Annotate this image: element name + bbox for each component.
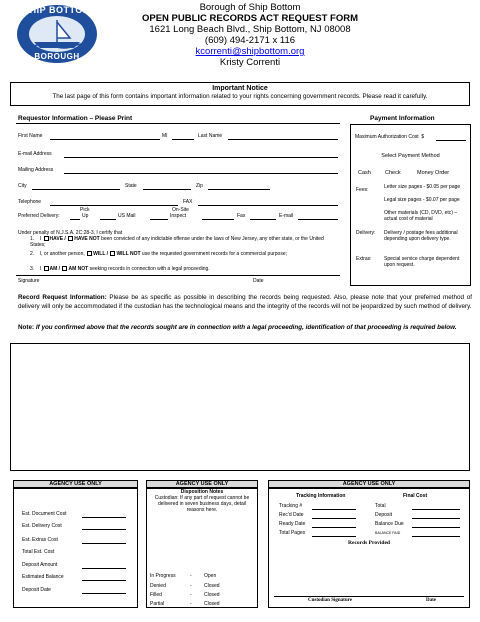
max-auth-label: Maximum Authorization Cost $ [355, 134, 425, 140]
fax-field[interactable] [198, 205, 338, 206]
usmail-label: US Mail [118, 213, 136, 219]
cert-1: 1. I HAVE / HAVE NOT been convicted of any indictable offense under the laws of New Jersey, any other state, or the United States; [30, 236, 324, 248]
status-dash: - [190, 601, 192, 607]
pickup-option[interactable] [70, 219, 80, 220]
onsite-label: On-Site [172, 207, 189, 213]
will-not-checkbox[interactable] [110, 251, 115, 256]
final-cost-field[interactable] [412, 509, 460, 510]
tracking-field[interactable] [312, 527, 356, 528]
fax-delivery-label: Fax [237, 213, 246, 219]
record-request-note: Note: If you confirmed above that the records sought are in connection with a legal proceeding, identification of that proceeding is required below. [18, 324, 457, 331]
am-checkbox[interactable] [44, 266, 49, 271]
agency-cost-field[interactable] [82, 593, 126, 594]
agency-cost-field[interactable] [82, 517, 126, 518]
check-option[interactable]: Check [385, 170, 401, 176]
tracking-label: Ready Date [279, 521, 306, 527]
form-title: OPEN PUBLIC RECORDS ACT REQUEST FORM [141, 13, 359, 24]
email-link[interactable]: kcorrenti@shipbottom.org [195, 46, 305, 57]
records-provided-label: Records Provided [348, 540, 390, 546]
email-delivery-field[interactable] [298, 219, 338, 220]
notice-text: The last page of this form contains important information related to your rights concerning government records. Please read it carefully. [52, 93, 428, 100]
notice-title: Important Notice [212, 85, 268, 92]
final-cost-field[interactable] [412, 527, 460, 528]
agency-bar-1: AGENCY USE ONLY [13, 480, 138, 488]
preferred-delivery-label: Preferred Delivery: [18, 213, 60, 219]
custodian-signature-label: Custodian Signature [308, 598, 352, 603]
important-notice-box [10, 82, 470, 106]
inspect-option[interactable] [150, 219, 168, 220]
zip-field[interactable] [208, 189, 270, 190]
agency-bar-3: AGENCY USE ONLY [268, 480, 470, 488]
delivery-fee-label: Delivery: [356, 230, 376, 236]
agency-cost-label: Deposit Date [22, 587, 51, 593]
penalty-text: Under penalty of N.J.S.A. 2C:28-3, I certify that [18, 230, 123, 236]
requestor-heading: Requestor Information – Please Print [18, 115, 133, 122]
tracking-label: Rec'd Date [279, 512, 304, 518]
agency-bar-2: AGENCY USE ONLY [146, 480, 258, 488]
fax-label: FAX [183, 199, 193, 205]
tracking-label: Tracking # [279, 503, 303, 509]
mailing-label: Mailing Address [18, 167, 54, 173]
fee-other: Other materials (CD, DVD, etc) – actual cost of material [384, 210, 458, 222]
clerk-name: Kristy Correnti [219, 57, 281, 68]
cash-option[interactable]: Cash [358, 170, 371, 176]
status-right[interactable]: Open [204, 573, 217, 579]
status-left[interactable]: Denied [150, 583, 166, 589]
fax-option[interactable] [202, 219, 234, 220]
fee-legal: Legal size pages - $0.07 per page [384, 197, 460, 203]
status-left[interactable]: Filled [150, 592, 162, 598]
agency-cost-field[interactable] [82, 580, 126, 581]
final-cost-label: Deposit [375, 512, 392, 518]
agency-cost-label: Deposit Amount [22, 562, 58, 568]
email-delivery-label: E-mail [279, 213, 294, 219]
status-left[interactable]: In Progress [150, 573, 176, 579]
have-not-checkbox[interactable] [68, 236, 73, 241]
status-right[interactable]: Closed [204, 592, 220, 598]
cert-3: 3. I AM / AM NOT seeking records in connection with a legal proceeding. [30, 266, 210, 272]
city-label: City [18, 183, 27, 189]
mi-field[interactable] [172, 139, 194, 140]
tracking-field[interactable] [312, 518, 356, 519]
fees-label: Fees: [356, 187, 369, 193]
status-dash: - [190, 592, 192, 598]
mi-label: MI [162, 133, 168, 139]
state-field[interactable] [143, 189, 191, 190]
money-order-option[interactable]: Money Order [417, 170, 450, 176]
extras-text: Special service charge dependent upon request. [384, 256, 460, 268]
status-dash: - [190, 583, 192, 589]
logo-text-bottom: BOROUGH [34, 52, 80, 61]
agency-cost-label: Total Est. Cost [22, 549, 55, 555]
agency-cost-field[interactable] [82, 568, 126, 569]
fee-letter: Letter size pages - $0.05 per page [384, 184, 461, 190]
telephone-label: Telephone [18, 199, 42, 205]
agency-cost-field[interactable] [82, 543, 126, 544]
state-label: State [125, 183, 137, 189]
extras-label: Extras: [356, 256, 372, 262]
disposition-text: Custodian: If any part of request cannot be delivered in seven business days, detail reasons here. [154, 495, 250, 513]
email-field[interactable] [64, 157, 338, 158]
delivery-fee-text: Delivery / postage fees additional depending upon delivery type. [384, 230, 458, 242]
first-name-field[interactable] [50, 139, 160, 140]
have-checkbox[interactable] [44, 236, 49, 241]
date-label: Date [253, 278, 264, 284]
pick-label: Pick [80, 207, 90, 213]
signature-label: Signature [18, 278, 40, 284]
up-label: Up [82, 213, 89, 219]
agency-cost-label: Estimated Balance [22, 574, 64, 580]
final-cost-field[interactable] [412, 518, 460, 519]
address: 1621 Long Beach Blvd., Ship Bottom, NJ 08008 [149, 24, 351, 35]
borough-name: Borough of Ship Bottom [199, 2, 301, 13]
status-dash: - [190, 573, 192, 579]
tracking-field[interactable] [312, 536, 356, 537]
disposition-title: Disposition Notes [180, 489, 224, 495]
final-cost-label: BALANCE PAID [375, 531, 401, 535]
email-option[interactable] [250, 219, 276, 220]
borough-logo [14, 2, 100, 66]
inspect-label: Inspect [170, 213, 187, 219]
agency-cost-field[interactable] [82, 529, 126, 530]
final-cost-label: Total [375, 503, 386, 509]
tracking-field[interactable] [312, 509, 356, 510]
tracking-title: Tracking Information [296, 493, 346, 499]
first-name-label: First Name [18, 133, 43, 139]
record-request-input[interactable] [10, 343, 470, 471]
agency-cost-label: Est. Delivery Cost [22, 523, 62, 529]
last-name-label: Last Name [198, 133, 223, 139]
am-not-checkbox[interactable] [62, 266, 67, 271]
form-header [100, 2, 400, 68]
last-name-field[interactable] [228, 139, 338, 140]
agency-cost-label: Est. Document Cost [22, 511, 67, 517]
phone: (609) 494-2171 x 116 [204, 35, 296, 46]
final-cost-title: Final Cost [403, 493, 428, 499]
payment-heading: Payment Information [370, 115, 435, 122]
city-field[interactable] [32, 189, 120, 190]
custodian-date-label: Date [426, 598, 436, 603]
final-cost-label: Balance Due [375, 521, 404, 527]
mailing-field[interactable] [64, 173, 338, 174]
agency-cost-label: Est. Extras Cost [22, 537, 58, 543]
email-label: E-mail Address [18, 151, 52, 157]
usmail-option[interactable] [100, 219, 116, 220]
status-left[interactable]: Partial [150, 601, 165, 607]
telephone-field[interactable] [50, 205, 178, 206]
final-cost-field[interactable] [412, 536, 460, 537]
status-right[interactable]: Closed [204, 583, 220, 589]
tracking-label: Total Pages [279, 530, 306, 536]
cert-2: 2. I, or another person, WILL / WILL NOT use the requested government records for a commercial purpose; [30, 251, 287, 257]
record-request-text: Record Request Information: Please be as specific as possible in describing the records being requested. Also, please note that your preferred method of delivery will only be accommodated if the custodian has the technological means and the integrity of the records will not be jeopardized by such method of delivery. [18, 294, 473, 310]
select-payment-label: Select Payment Method [381, 153, 440, 159]
logo-text-top: SHIP BOTTOM [23, 5, 91, 15]
status-right[interactable]: Closed [204, 601, 220, 607]
max-auth-field[interactable] [436, 140, 466, 141]
zip-label: Zip [196, 183, 203, 189]
will-checkbox[interactable] [87, 251, 92, 256]
